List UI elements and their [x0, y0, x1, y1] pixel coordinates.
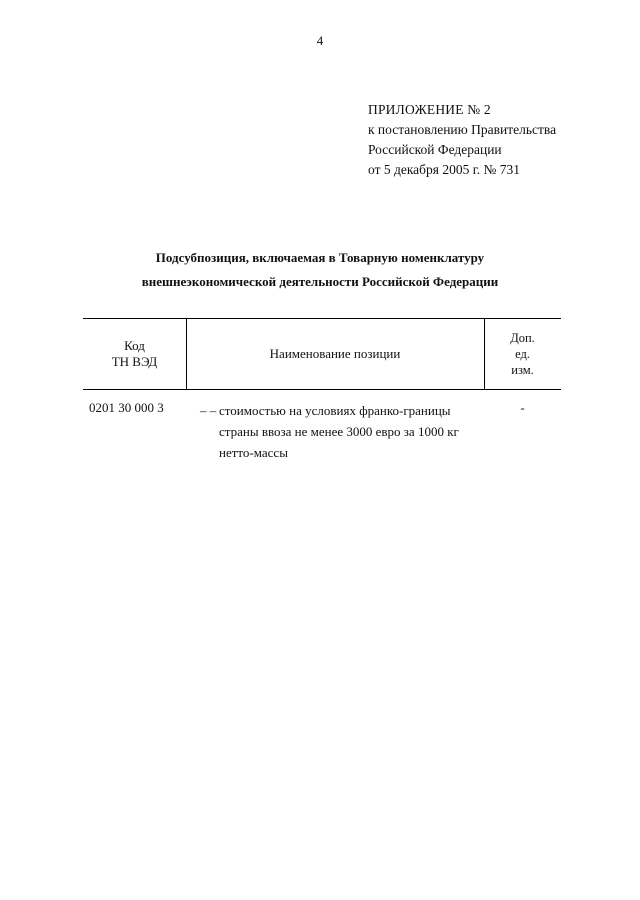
cell-name-line-2: страны ввоза не менее 3000 евро за 1000 кг: [219, 424, 459, 439]
table-body: [83, 390, 561, 480]
cell-name: [200, 400, 475, 463]
document-title: [80, 246, 560, 294]
cell-name-dashes: – –: [200, 403, 217, 418]
appendix-heading: [368, 100, 618, 180]
column-header-code-line-1: Код: [124, 338, 145, 353]
document-title-line-1: Подсубпозиция, включаемая в Товарную номенклатуру: [155, 250, 485, 265]
column-header-unit-line-2: ед.: [515, 347, 530, 361]
table-header-row: [83, 319, 561, 389]
column-header-unit: [484, 319, 561, 389]
appendix-subtitle-1: к постановлению Правительства: [368, 122, 557, 137]
table-row: [83, 400, 561, 470]
column-header-code: [83, 319, 186, 389]
appendix-title: ПРИЛОЖЕНИЕ № 2: [368, 102, 491, 117]
cell-name-line-3: нетто-массы: [219, 445, 288, 460]
appendix-subtitle-2: Российской Федерации: [368, 142, 502, 157]
cell-name-line-1: стоимостью на условиях франко-границы: [219, 403, 451, 418]
column-header-unit-line-3: изм.: [511, 363, 534, 377]
cell-unit: -: [520, 400, 525, 415]
column-header-code-line-2: ТН ВЭД: [111, 354, 158, 369]
page-number: 4: [316, 33, 324, 48]
classification-table: [83, 318, 561, 480]
appendix-date: от 5 декабря 2005 г. № 731: [368, 162, 521, 177]
cell-code: 0201 30 000 3: [89, 400, 164, 415]
document-title-line-2: внешнеэкономической деятельности Российской Федерации: [141, 274, 499, 289]
column-header-unit-line-1: Доп.: [510, 331, 535, 345]
column-header-name: Наименование позиции: [269, 346, 401, 361]
